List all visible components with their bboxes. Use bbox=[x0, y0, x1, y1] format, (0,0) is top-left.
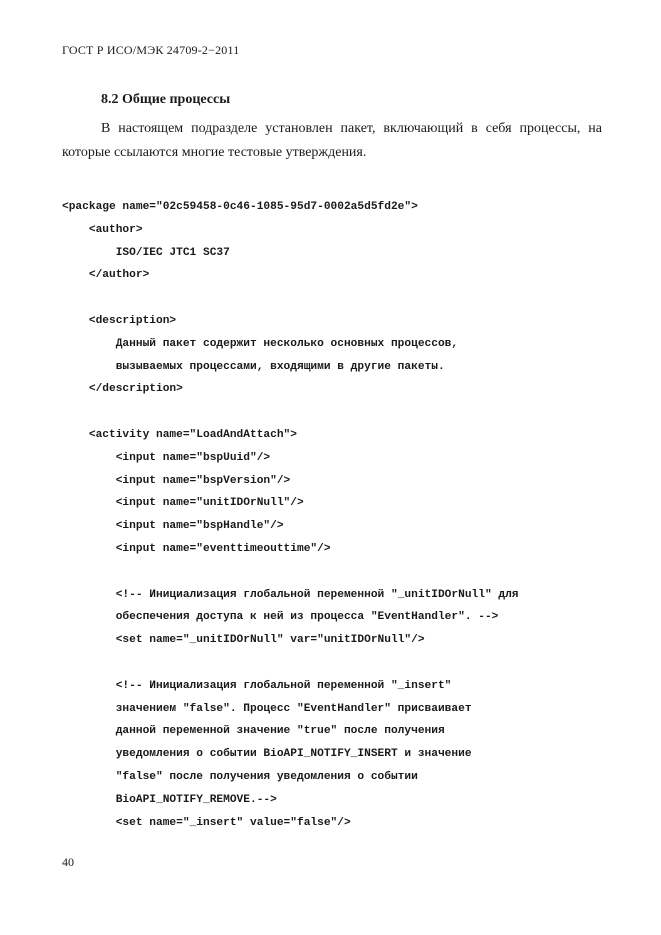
code-line: <input name="bspHandle"/> bbox=[62, 520, 284, 533]
code-line: </author> bbox=[62, 269, 150, 282]
section-paragraph bbox=[62, 117, 602, 165]
paragraph-text: В настоящем подразделе установлен пакет, включающий в себя процессы, на которые ссылаются многие тестовые утверждения. bbox=[62, 121, 602, 160]
code-blank-line bbox=[62, 561, 519, 584]
code-line: <!-- Инициализация глобальной переменной "_insert" bbox=[62, 679, 452, 692]
section-title: 8.2 Общие процессы bbox=[101, 92, 231, 107]
code-line: вызываемых процессами, входящими в другие пакеты. bbox=[62, 360, 445, 373]
code-line: <input name="bspUuid"/> bbox=[62, 451, 271, 464]
code-line: значением "false". Процесс "EventHandler" присваивает bbox=[62, 702, 472, 715]
code-line: "false" после получения уведомления о событии bbox=[62, 770, 418, 783]
code-line: <input name="bspVersion"/> bbox=[62, 474, 291, 487]
code-line: данной переменной значение "true" после получения bbox=[62, 725, 445, 738]
code-line: <!-- Инициализация глобальной переменной "_unitIDOrNull" для bbox=[62, 588, 519, 601]
code-line: <author> bbox=[62, 223, 143, 236]
code-line: <set name="_unitIDOrNull" var="unitIDOrNull"/> bbox=[62, 634, 425, 647]
code-line: <input name="unitIDOrNull"/> bbox=[62, 497, 304, 510]
code-line: <set name="_insert" value="false"/> bbox=[62, 816, 351, 829]
document-header: ГОСТ Р ИСО/МЭК 24709-2−2011 bbox=[62, 43, 240, 57]
code-line: <description> bbox=[62, 314, 177, 327]
page-number: 40 bbox=[62, 855, 74, 869]
code-line: <input name="eventtimeouttime"/> bbox=[62, 542, 331, 555]
code-line: BioAPI_NOTIFY_REMOVE.--> bbox=[62, 793, 277, 806]
code-blank-line bbox=[62, 401, 519, 424]
code-line: <package name="02c59458-0c46-1085-95d7-0002a5d5fd2e"> bbox=[62, 201, 418, 213]
code-blank-line bbox=[62, 652, 519, 675]
code-blank-line bbox=[62, 287, 519, 310]
code-line: обеспечения доступа к ней из процесса "EventHandler". --> bbox=[62, 611, 499, 624]
xml-code-listing bbox=[62, 196, 519, 834]
code-line: ISO/IEC JTC1 SC37 bbox=[62, 246, 230, 259]
code-line: уведомления о событии BioAPI_NOTIFY_INSERT и значение bbox=[62, 748, 472, 761]
code-line: <activity name="LoadAndAttach"> bbox=[62, 428, 297, 441]
code-line: Данный пакет содержит несколько основных процессов, bbox=[62, 337, 459, 350]
code-line: </description> bbox=[62, 383, 183, 396]
